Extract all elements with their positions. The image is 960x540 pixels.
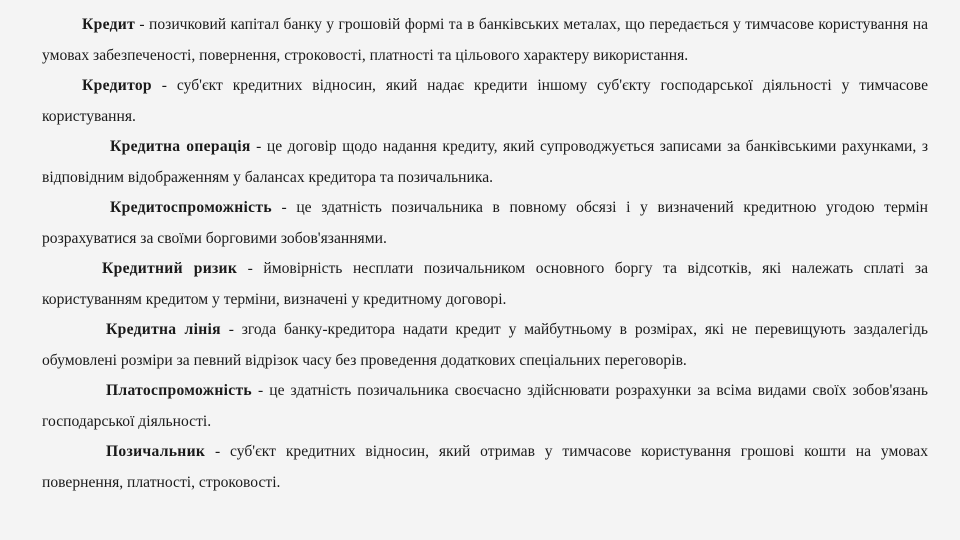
glossary-term: Позичальник	[106, 443, 206, 460]
glossary-entry-credit-risk	[42, 254, 928, 315]
glossary-definition: - позичковий капітал банку у грошовій формі та в банківських металах, що передається у тимчасове користування на умовах забезпеченості, повернення, строковості, платності та цільового характеру використання.	[42, 16, 928, 64]
glossary-definition: - це здатність позичальника в повному обсязі і у визначений кредитною угодою термін розрахуватися за своїми борговими зобов'язаннями.	[42, 199, 928, 247]
glossary-term: Кредитна лінія	[106, 321, 221, 338]
glossary-definition: - ймовірність несплати позичальником основного боргу та відсотків, які належать сплаті за користуванням кредитом у терміни, визначені у кредитному договорі.	[42, 260, 928, 308]
glossary-entry-creditor	[42, 71, 928, 132]
glossary-definition: - це здатність позичальника своєчасно здійснювати розрахунки за всіма видами своїх зобов'язань господарської діяльності.	[42, 382, 928, 430]
glossary-definition: - згода банку-кредитора надати кредит у майбутньому в розмірах, які не перевищують заздалегідь обумовлені розміри за певний відрізок часу без проведення додаткових спеціальних переговорів.	[42, 321, 928, 369]
glossary-term: Кредитна операція	[110, 138, 251, 155]
glossary-term: Кредитор	[82, 77, 152, 94]
glossary-definition: - суб'єкт кредитних відносин, який отримав у тимчасове користування грошові кошти на умовах повернення, платності, строковості.	[42, 443, 928, 491]
glossary-term: Платоспроможність	[106, 382, 252, 399]
glossary-term: Кредитоспроможність	[110, 199, 272, 216]
glossary-entry-creditworthiness	[42, 193, 928, 254]
glossary-definition: - це договір щодо надання кредиту, який супроводжується записами за банківськими рахунками, з відповідним відображенням у балансах кредитора та позичальника.	[42, 138, 928, 186]
glossary-term: Кредитний ризик	[102, 260, 238, 277]
glossary-entry-credit	[42, 10, 928, 71]
glossary-entry-credit-operation	[42, 132, 928, 193]
glossary-definition: - суб'єкт кредитних відносин, який надає кредити іншому суб'єкту господарської діяльності у тимчасове користування.	[42, 77, 928, 125]
glossary-entry-credit-line	[42, 315, 928, 376]
glossary-term: Кредит	[82, 16, 136, 33]
glossary-entry-borrower	[42, 437, 928, 498]
glossary-entry-solvency	[42, 376, 928, 437]
